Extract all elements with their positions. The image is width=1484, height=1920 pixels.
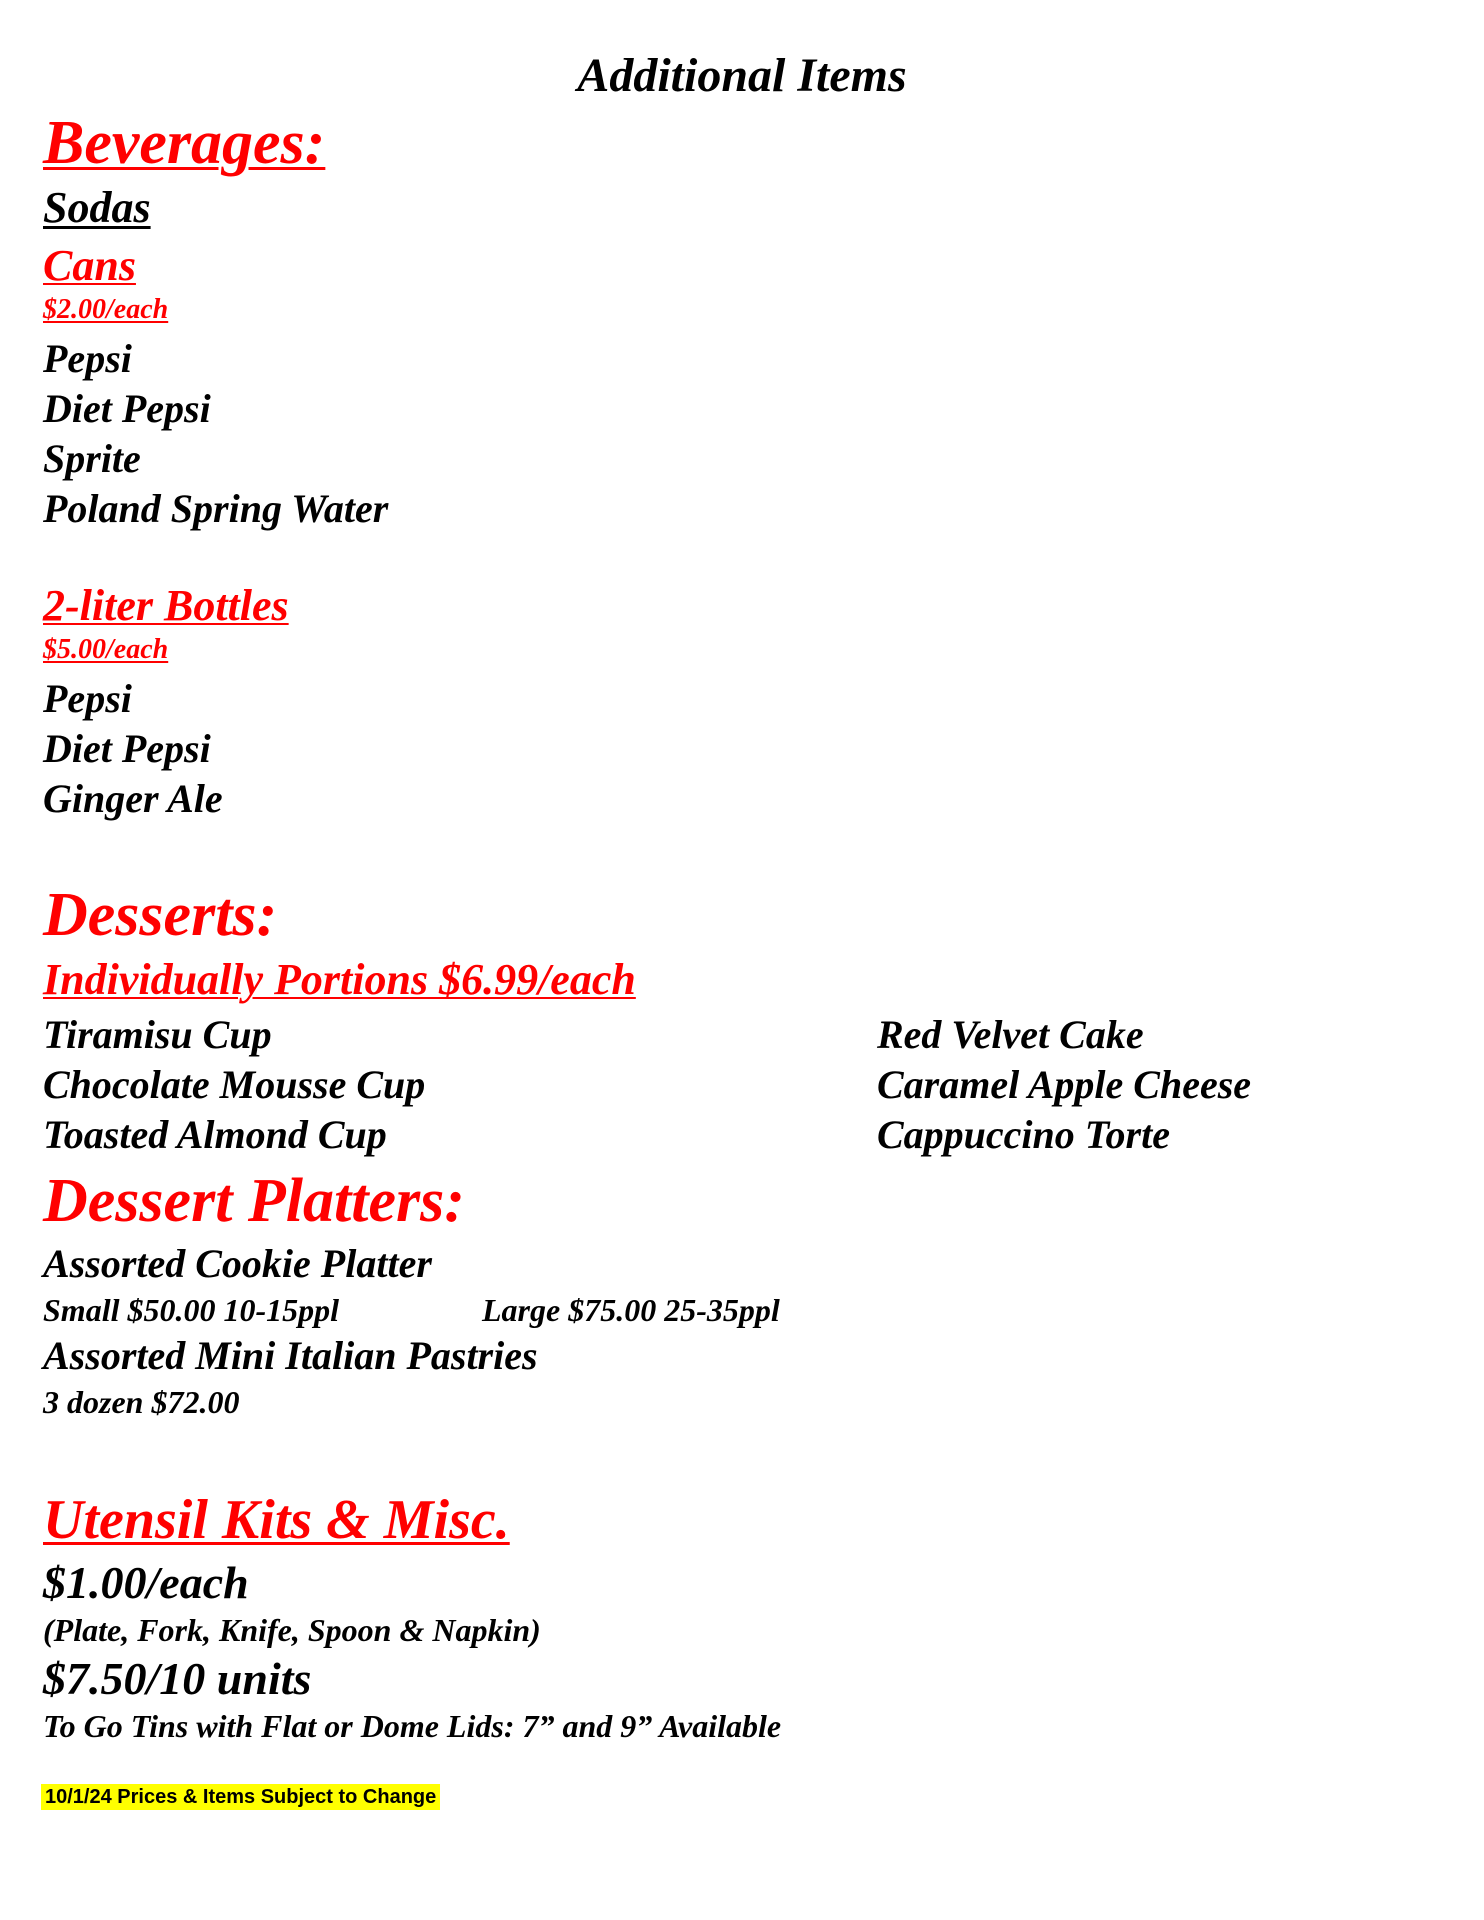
bottles-price: $5.00/each: [43, 634, 169, 665]
cookie-platter-large: Large $75.00 25-35ppl: [482, 1292, 780, 1328]
tins-description: To Go Tins with Flat or Dome Lids: 7” and 9” Available: [43, 1708, 782, 1744]
dessert-item: Tiramisu Cup: [43, 1012, 272, 1057]
cookie-platter-small: Small $50.00 10-15ppl: [43, 1292, 340, 1328]
cans-item: Poland Spring Water: [43, 486, 389, 531]
desserts-heading: Desserts:: [43, 881, 278, 949]
tins-price: $7.50/10 units: [43, 1653, 312, 1704]
desserts-left-list: [43, 1010, 425, 1160]
cans-item: Diet Pepsi: [43, 386, 211, 431]
bottles-item: Diet Pepsi: [43, 726, 211, 771]
cans-item: Pepsi: [43, 336, 132, 381]
dessert-item: Cappuccino Torte: [877, 1112, 1170, 1157]
pastries-name: Assorted Mini Italian Pastries: [43, 1333, 538, 1378]
bottles-item: Ginger Ale: [43, 776, 223, 821]
dessert-item: Chocolate Mousse Cup: [43, 1062, 426, 1107]
cookie-platter-name: Assorted Cookie Platter: [43, 1241, 432, 1286]
kit-price: $1.00/each: [43, 1557, 249, 1608]
kit-description: (Plate, Fork, Knife, Spoon & Napkin): [43, 1612, 541, 1648]
bottles-list: [43, 674, 223, 824]
page-title: Additional Items: [577, 49, 907, 102]
platters-heading: Dessert Platters:: [43, 1167, 465, 1235]
desserts-right-list: [877, 1010, 1251, 1160]
bottles-label: 2-liter Bottles: [43, 581, 289, 630]
dessert-item: Toasted Almond Cup: [43, 1112, 387, 1157]
footer-note: 10/1/24 Prices & Items Subject to Change: [41, 1784, 440, 1810]
beverages-heading: Beverages:: [43, 109, 326, 177]
sodas-label: Sodas: [43, 183, 151, 232]
bottles-item: Pepsi: [43, 676, 132, 721]
utensils-heading: Utensil Kits & Misc.: [43, 1489, 510, 1551]
desserts-subheading: Individually Portions $6.99/each: [43, 955, 636, 1004]
cans-item: Sprite: [43, 436, 141, 481]
cans-price: $2.00/each: [43, 294, 169, 325]
cans-label: Cans: [43, 241, 136, 290]
pastries-price: 3 dozen $72.00: [43, 1384, 240, 1420]
dessert-item: Caramel Apple Cheese: [877, 1062, 1252, 1107]
cans-list: [43, 334, 388, 534]
dessert-item: Red Velvet Cake: [877, 1012, 1144, 1057]
